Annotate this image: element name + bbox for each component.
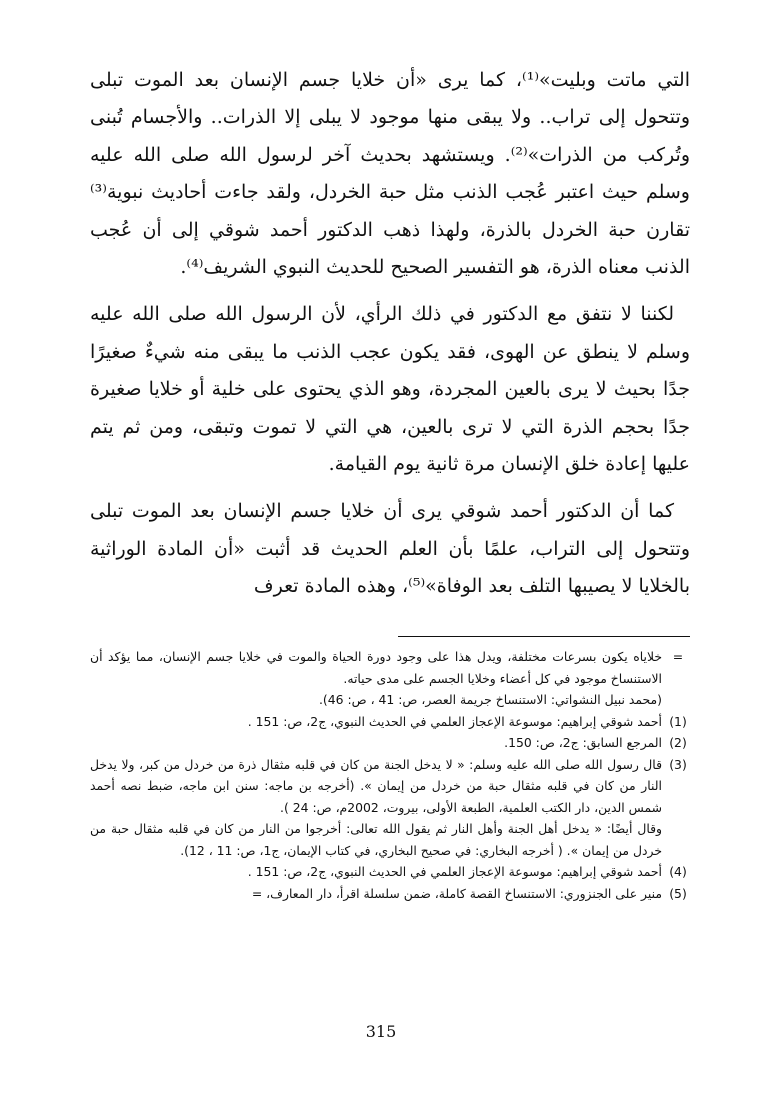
paragraph-2: لكننا لا نتفق مع الدكتور في ذلك الرأي، لأن الرسول الله صلى الله عليه وسلم لا ينطق عن الهوى، فقد يكون عجب الذنب ما يبقى منه شيءٌ صغيرًا جدًا بحيث لا يرى بالعين المجردة، وهو الذي يحتوى على خلية أو خلايا صغيرة جدًا بحجم الذرة التي لا ترى بالعين، هي التي لا تموت وتبقى، ومن ثم يتم عليها إعادة خلق الإنسان مرة ثانية يوم القيامة.: [90, 303, 690, 476]
footnote-mark: (3): [669, 756, 687, 772]
main-text: [90, 62, 690, 606]
footnote-mark: (5): [669, 885, 687, 901]
footnote-text: منير على الجنزوري: الاستنساخ القصة كاملة، ضمن سلسلة اقرأ، دار المعارف، =: [251, 885, 662, 901]
footnote-3: [90, 754, 694, 819]
footnote-citation: (محمد نبيل النشواتي: الاستنساخ جريمة العصر، ص: 41 ، ص: 46).: [318, 692, 662, 707]
footnote-3-continued: وقال أيضًا: « يدخل أهل الجنة وأهل النار ثم يقول الله تعالى: أخرجوا من النار من كان في قلبه مثقال حبة من خردل من إيمان ». ( أخرجه البخاري: في صحيح البخاري، في كتاب الإيمان، ج1، ص: 11 ، 12).: [90, 821, 662, 858]
footnote-1: [90, 711, 694, 733]
footnote-mark: =: [672, 649, 684, 664]
paragraph-3: كما أن الدكتور أحمد شوقي يرى أن خلايا جسم الإنسان بعد الموت تبلى وتتحول إلى التراب، علمًا بأن العلم الحديث قد أثبت «أن المادة الوراثية بالخلايا لا يصيبها التلف بعد الوفاة»⁽⁵⁾، وهذه المادة تعرف: [90, 500, 690, 598]
footnote-text: خلاياه يكون بسرعات مختلفة، ويدل هذا على وجود دورة الحياة والموت في خلايا جسم الإنسان، مما يؤكد أن الاستنساخ موجود في كل أعضاء وخلايا الجسم على مدى حياته.: [90, 649, 662, 686]
footnote-2: [90, 732, 694, 754]
footnotes: [90, 646, 694, 904]
footnote-5: [90, 883, 694, 905]
footnote-text: قال رسول الله صلى الله عليه وسلم: « لا يدخل الجنة من كان في قلبه مثقال ذرة من خردل من كبر، ولا يدخل النار من كان في قلبه مثقال حبة من خردل من إيمان ». (أخرجه بن ماجه: سنن ابن ماجه، ضبط نصه أحمد شمس الدين، دار الكتب العلمية، الطبعة الأولى، بيروت، 2002م، ص: 24 ).: [90, 756, 662, 815]
footnote-continued: [90, 646, 694, 689]
footnote-mark: (1): [669, 713, 687, 729]
footnote-separator: [398, 636, 690, 637]
footnote-text: أحمد شوقي إبراهيم: موسوعة الإعجاز العلمي في الحديث النبوي، ج2، ص: 151 .: [247, 713, 662, 729]
footnote-4: [90, 861, 694, 883]
footnote-text: المرجع السابق: ج2، ص: 150.: [504, 735, 662, 750]
footnote-text: أحمد شوقي إبراهيم: موسوعة الإعجاز العلمي في الحديث النبوي، ج2، ص: 151 .: [247, 864, 662, 879]
paragraph-1: التي ماتت وبليت»⁽¹⁾، كما يرى «أن خلايا جسم الإنسان بعد الموت تبلى وتتحول إلى تراب.. ولا يبقى منها موجود لا يبلى إلا الذرات.. والأجسام تُبنى وتُركب من الذرات»⁽²⁾. ويستشهد بحديث آخر لرسول الله صلى الله عليه وسلم حيث اعتبر عُجب الذنب مثل حبة الخردل، ولقد جاءت أحاديث نبوية⁽³⁾ تقارن حبة الخردل بالذرة، ولهذا ذهب الدكتور أحمد شوقي إلى أن عُجب الذنب معناه الذرة، هو التفسير الصحيح للحديث النبوي الشريف⁽⁴⁾.: [90, 69, 690, 279]
footnote-mark: (2): [669, 735, 687, 750]
page-number: 315: [365, 1022, 397, 1041]
footnote-mark: (4): [669, 864, 687, 879]
